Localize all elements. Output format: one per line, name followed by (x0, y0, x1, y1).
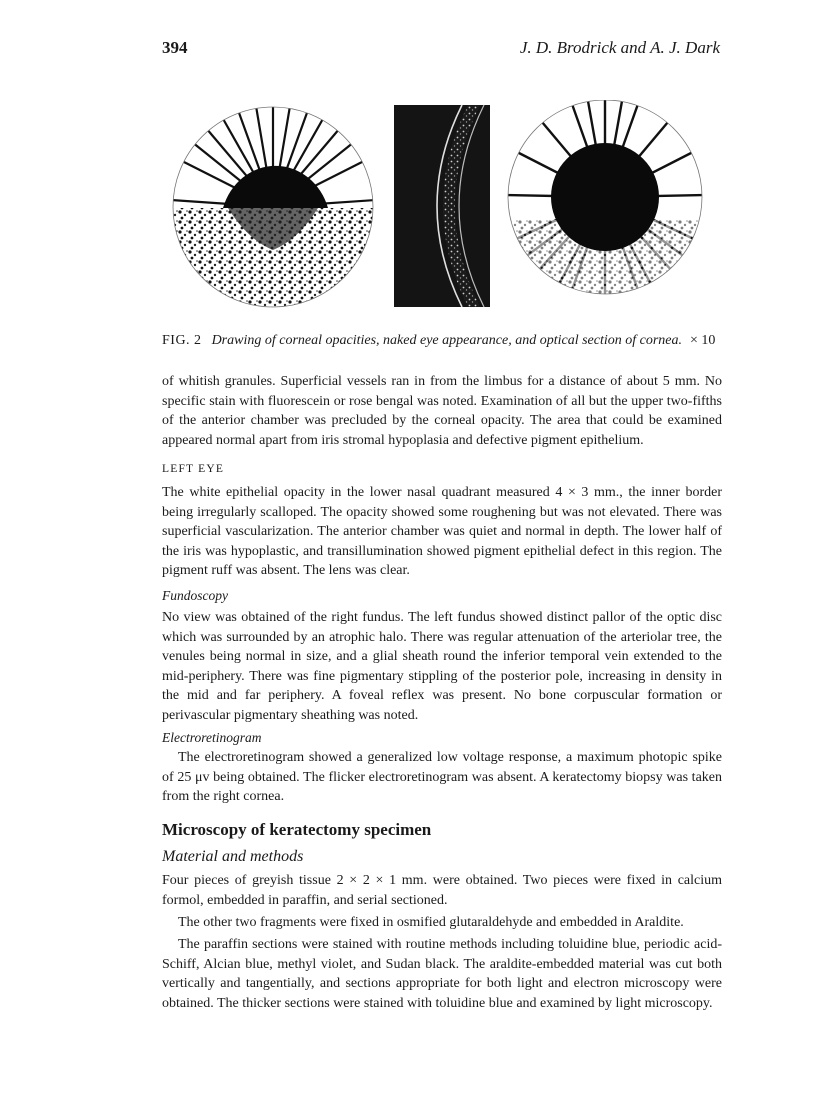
heading-left-eye: LEFT EYE (162, 463, 225, 475)
page-header (162, 38, 720, 62)
figure-2 (168, 100, 728, 320)
paragraph-left-eye: The white epithelial opacity in the lower nasal quadrant measured 4 × 3 mm., the inner border being irregularly scalloped. The opacity showed some roughening but was not elevated. There was superficial vascularization. The anterior chamber was quiet and normal in depth. The lower half of the iris was hypoplastic, and transillumination showed pigment epithelial defect in this region. The pigment ruff was absent. The lens was clear. (162, 485, 722, 578)
figure-caption-text: Drawing of corneal opacities, naked eye appearance, and optical section of cornea. (211, 333, 683, 348)
figure-label: FIG. 2 (162, 333, 202, 348)
heading-microscopy: Microscopy of keratectomy specimen (162, 820, 432, 839)
paragraph-fragments: The other two fragments were fixed in osmified glutaraldehyde and embedded in Araldite. (178, 915, 684, 930)
paragraph-fundoscopy: No view was obtained of the right fundus. The left fundus showed distinct pallor of the optic disc which was surrounded by an atrophic halo. There was regular attenuation of the arteriolar tree, the venules being normal in size, and a glial sheath round the inferior temporal vein extended to the mid-periphery. There was fine pigmentary stippling of the posterior pole, increasing in density in the mid and far periphery. A foveal reflex was present. No bone corpuscular formation or perivascular pigmentary sheathing was noted. (162, 610, 722, 723)
paragraph-tissue: Four pieces of greyish tissue 2 × 2 × 1 mm. were obtained. Two pieces were fixed in calcium formol, embedded in paraffin, and serial sectioned. (162, 873, 722, 908)
running-head: J. D. Brodrick and A. J. Dark (519, 38, 720, 57)
page-number: 394 (162, 38, 188, 57)
paragraph-right-eye-continued: of whitish granules. Superficial vessels ran in from the limbus for a distance of about 5 mm. No specific stain with fluorescein or rose bengal was noted. Examination of all but the upper two-fifths of the anterior chamber was precluded by the corneal opacity. The area that could be examined appeared normal apart from iris stromal hypoplasia and defective pigment epithelium. (162, 374, 722, 448)
heading-material-and-methods: Material and methods (162, 848, 304, 865)
paragraph-electroretinogram: The electroretinogram showed a generalized low voltage response, a maximum photopic spike of 25 μv being obtained. The flicker electroretinogram was absent. A keratectomy biopsy was taken from the right cornea. (162, 750, 722, 804)
figure-caption (162, 333, 722, 349)
corneal-opacity-drawing (168, 105, 378, 318)
optical-section-of-cornea (394, 105, 490, 307)
figure-2-illustration (168, 100, 728, 320)
heading-electroretinogram: Electroretinogram (162, 730, 262, 745)
figure-magnification: × 10 (690, 333, 716, 348)
naked-eye-appearance (507, 100, 708, 300)
paragraph-staining: The paraffin sections were stained with routine methods including toluidine blue, periodic acid-Schiff, Alcian blue, methyl violet, and Sudan black. The araldite-embedded material was cut both vertically and tangentially, and sections appropriate for both light and electron microscopy were obtained. The thicker sections were stained with toluidine blue and examined by light microscopy. (162, 937, 722, 1011)
heading-fundoscopy: Fundoscopy (162, 588, 228, 603)
